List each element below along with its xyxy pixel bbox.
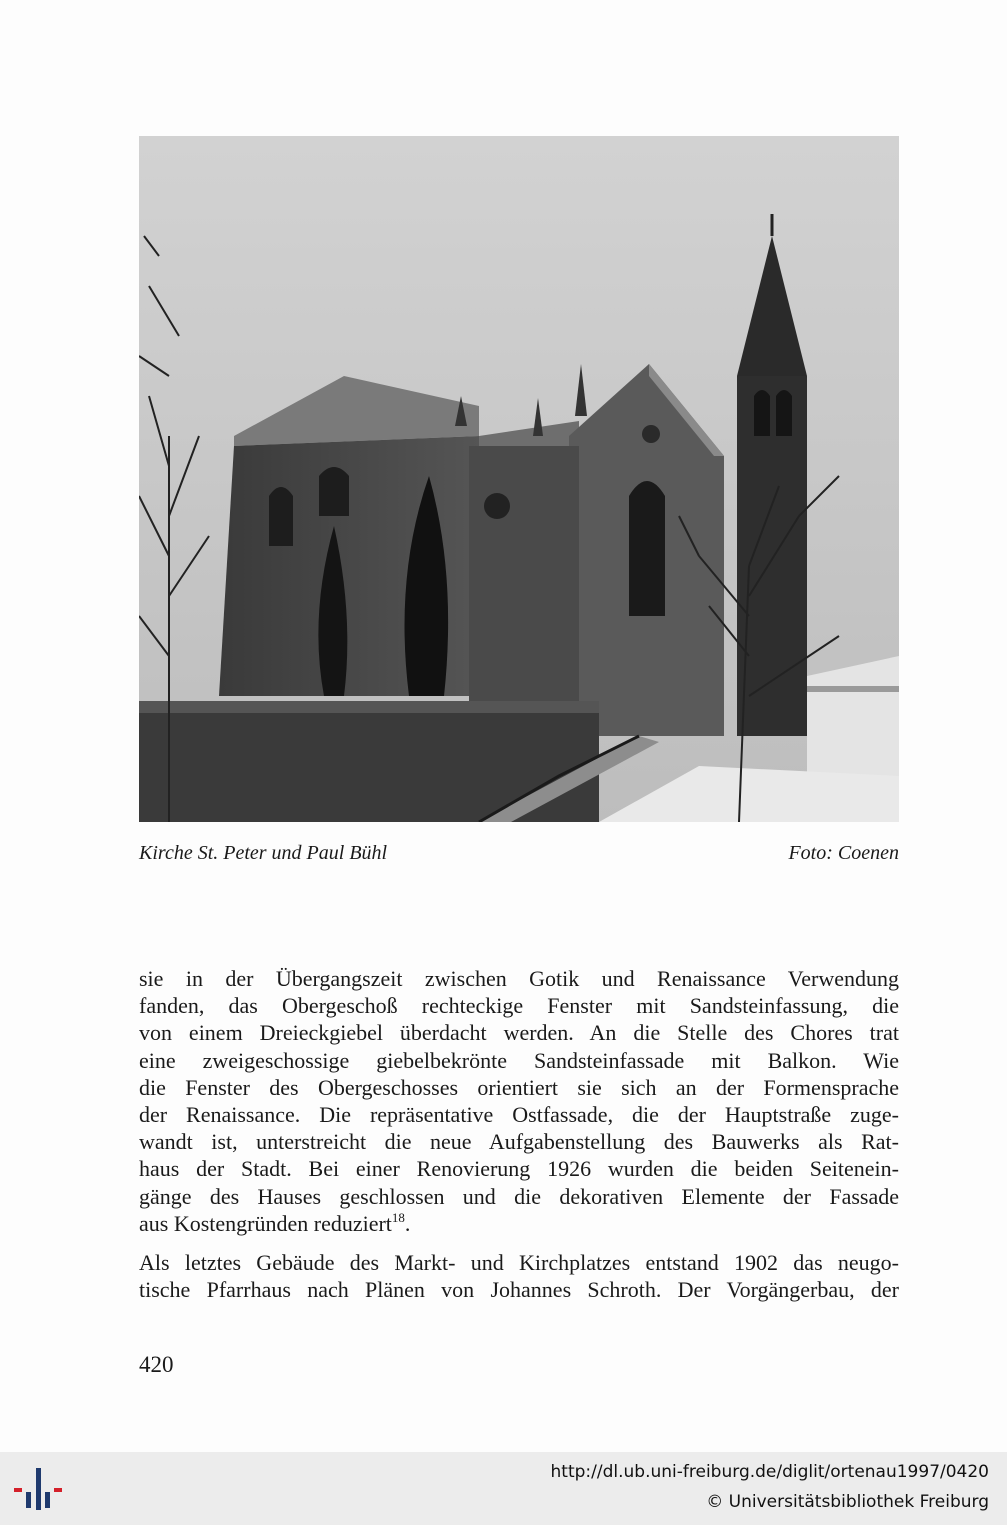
text-line: Als letztes Gebäude des Markt- und Kirchplatzes entstand 1902 das neugo- <box>139 1249 899 1275</box>
paragraph-1 <box>139 965 899 1237</box>
photo-credit: Foto: Coenen <box>788 842 899 864</box>
sentence-end: . <box>404 1210 411 1236</box>
text-line: der Renaissance. Die repräsentative Ostfassade, die der Hauptstraße zuge- <box>139 1101 899 1127</box>
text-line-content: aus Kostengründen reduziert <box>139 1210 392 1236</box>
copyright-notice: © Universitätsbibliothek Freiburg <box>706 1492 989 1512</box>
text-line: gänge des Hauses geschlossen und die dekorativen Elemente der Fassade <box>139 1183 899 1209</box>
text-line: die Fenster des Obergeschosses orientiert sie sich an der Formensprache <box>139 1074 899 1100</box>
church-photograph <box>139 136 899 822</box>
ub-freiburg-logo-icon[interactable] <box>12 1464 64 1514</box>
logo-bar-left <box>26 1492 31 1508</box>
logo-accent-right <box>54 1488 62 1492</box>
text-line: sie in der Übergangszeit zwischen Gotik und Renaissance Verwendung <box>139 966 899 991</box>
text-line-last <box>139 1210 899 1237</box>
text-line: haus der Stadt. Bei einer Renovierung 1926 wurden die beiden Seitenein- <box>139 1156 899 1182</box>
logo-bar-center <box>36 1468 41 1510</box>
text-line: eine zweigeschossige giebelbekrönte Sandsteinfassade mit Balkon. Wie <box>139 1047 899 1073</box>
text-line: fanden, das Obergeschoß rechteckige Fenster mit Sandsteinfassung, die <box>139 993 899 1019</box>
church-photo-image <box>139 136 899 822</box>
body-text <box>139 965 899 1303</box>
page-number: 420 <box>139 1352 174 1377</box>
paragraph-2 <box>139 1249 899 1303</box>
figure-caption-row <box>139 842 899 870</box>
text-line: von einem Dreieckgiebel überdacht werden. An die Stelle des Chores trat <box>139 1020 899 1046</box>
logo-accent-left <box>14 1488 22 1492</box>
text-line: tische Pfarrhaus nach Plänen von Johannes Schroth. Der Vorgängerbau, der <box>139 1277 899 1303</box>
footnote-reference[interactable]: 18 <box>391 1209 405 1225</box>
footer-bar <box>0 1452 1007 1525</box>
figure-caption: Kirche St. Peter und Paul Bühl <box>139 842 388 864</box>
source-url-link[interactable]: http://dl.ub.uni-freiburg.de/diglit/ortenau1997/0420 <box>550 1462 989 1482</box>
text-line: wandt ist, unterstreicht die neue Aufgabenstellung des Bauwerks als Rat- <box>139 1129 899 1155</box>
logo-bar-right <box>45 1492 50 1508</box>
